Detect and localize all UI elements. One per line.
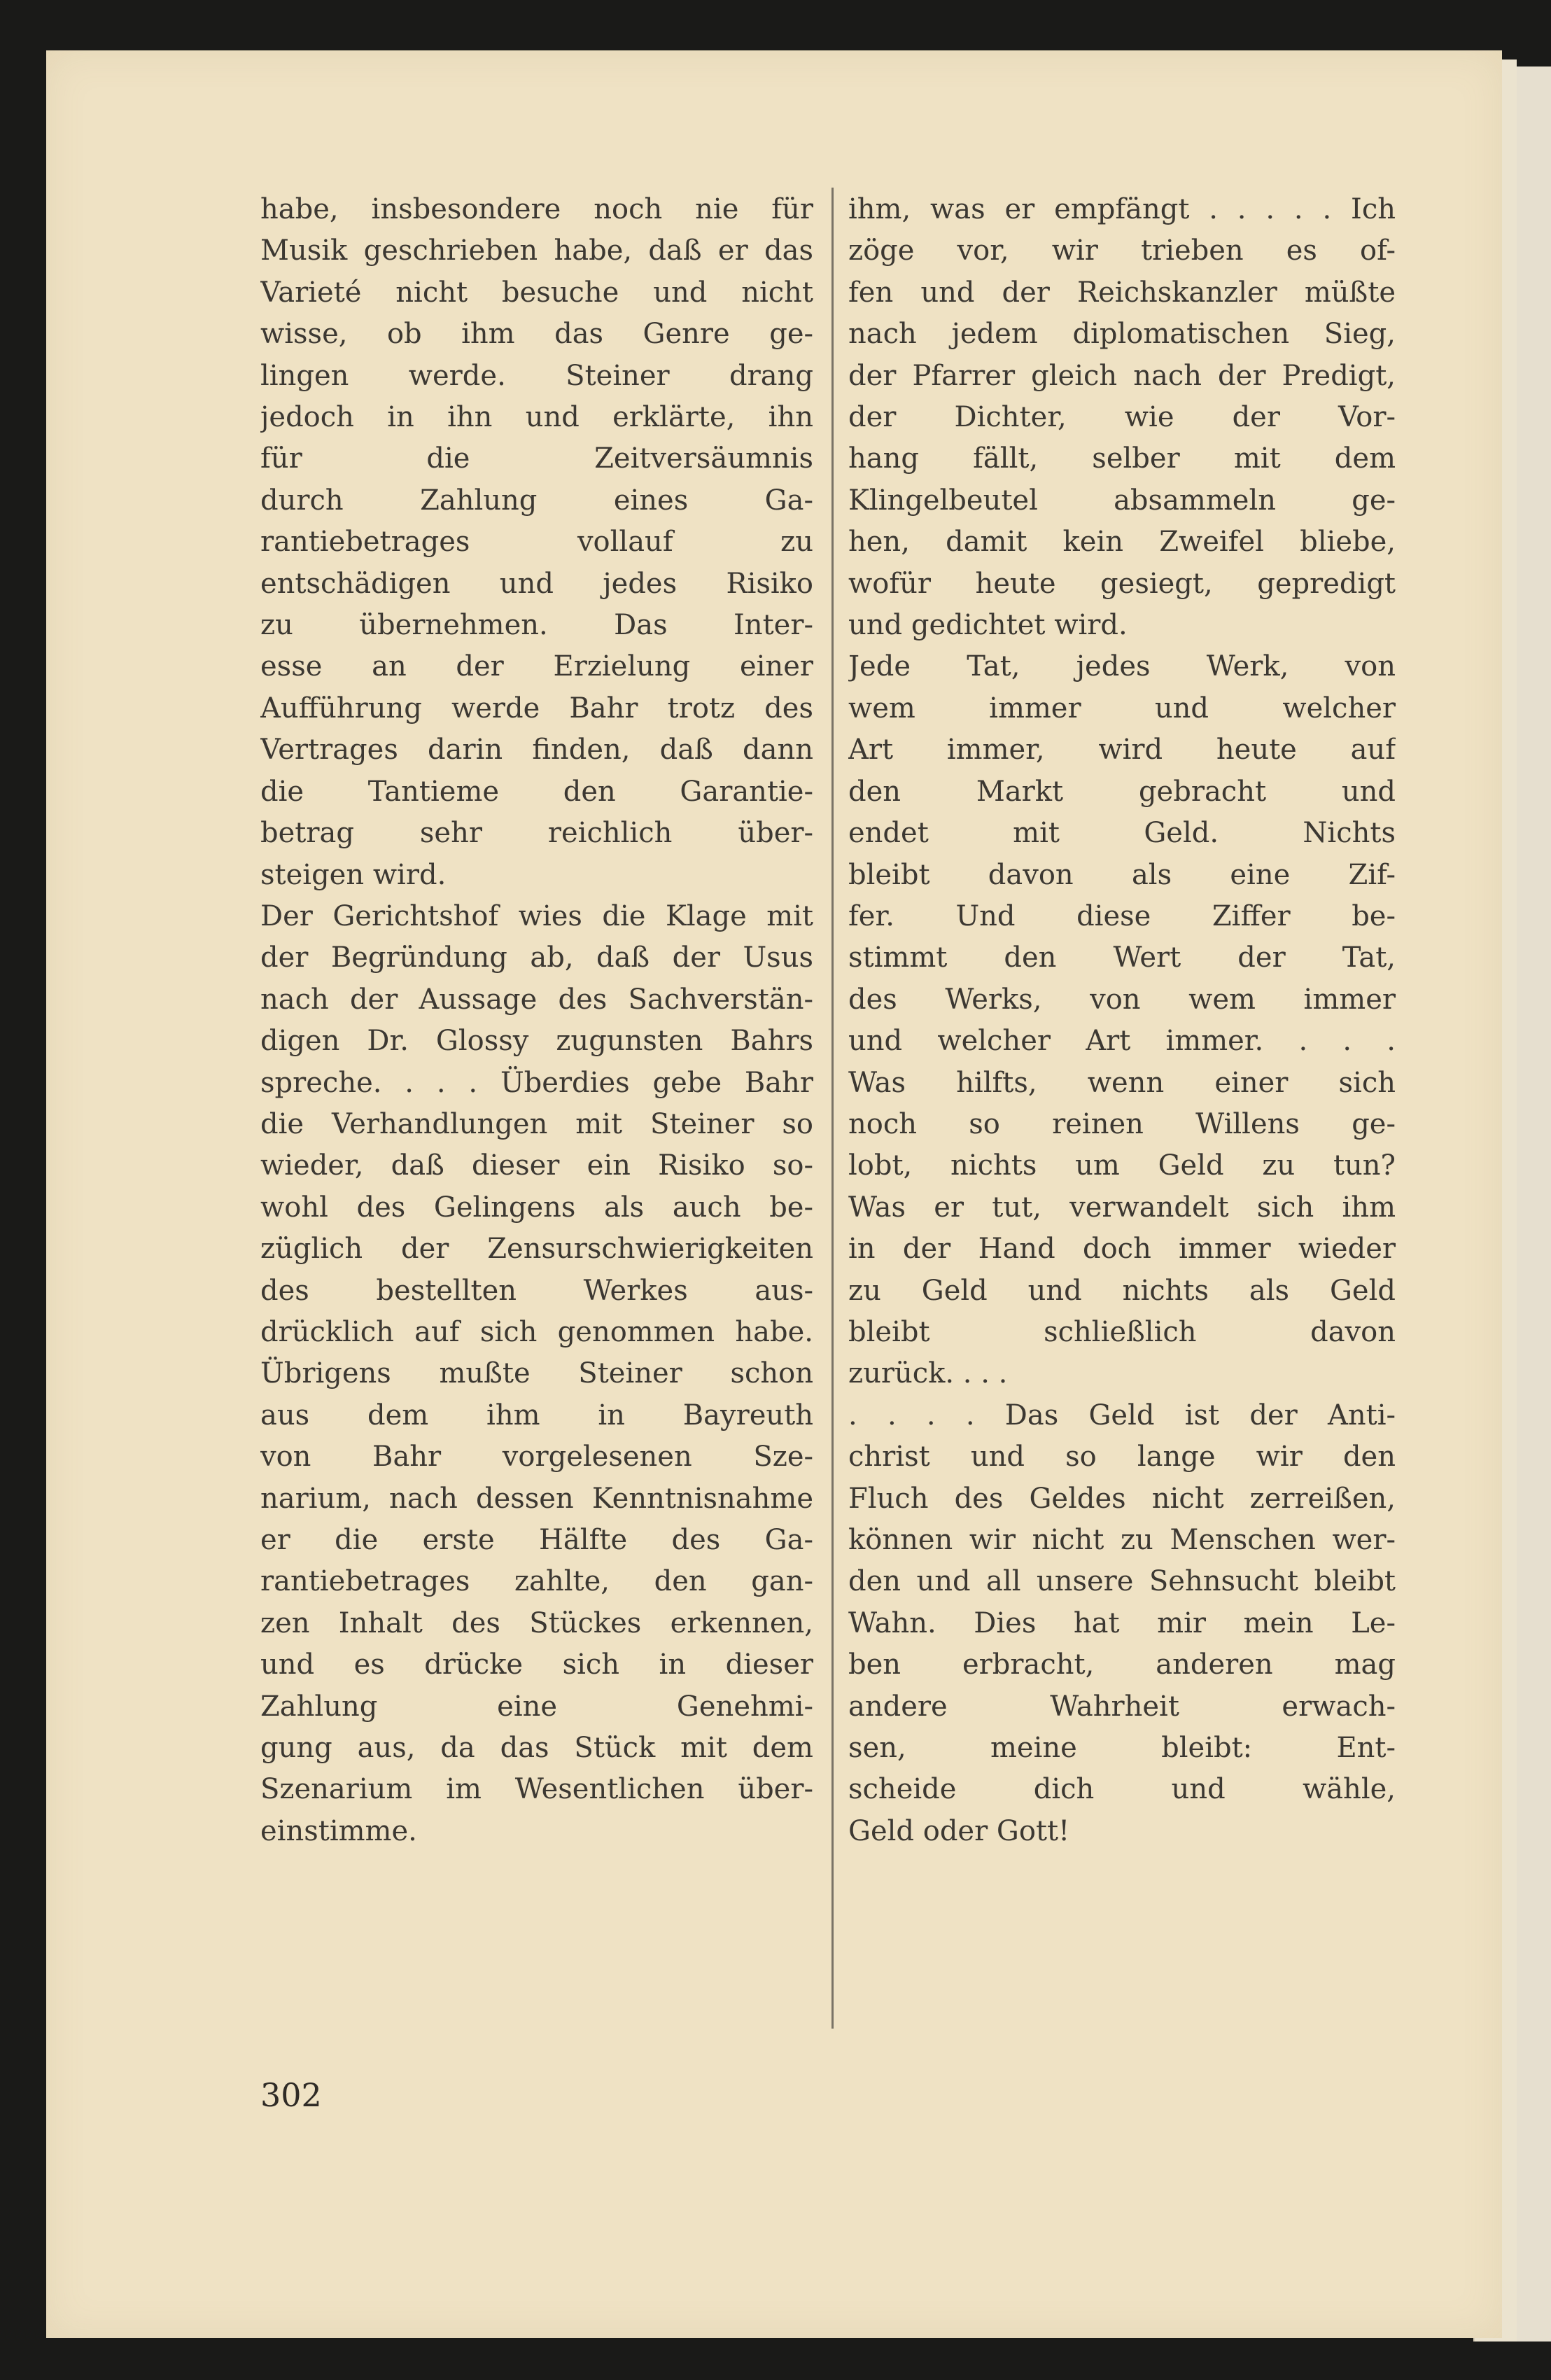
text-line: und es drücke sich in dieser [260,1648,813,1681]
text-line: von Bahr vorgelesenen Sze- [260,1441,813,1474]
text-line: zu Geld und nichts als Geld [848,1274,1396,1307]
text-line: lingen werde. Steiner drang [260,359,813,392]
text-line: stimmt den Wert der Tat, [848,941,1396,974]
text-line: Art immer, wird heute auf [848,734,1396,766]
text-line: ihm, was er empfängt . . . . . Ich [848,193,1396,225]
text-line: fer. Und diese Ziffer be- [848,899,1396,932]
right-text-column [848,189,1396,1852]
text-line: zöge vor, wir trieben es of- [848,234,1396,267]
text-line: Musik geschrieben habe, daß er das [260,234,813,267]
text-line: des bestellten Werkes aus- [260,1274,813,1307]
text-line: bleibt schließlich davon [848,1315,1396,1348]
text-line: habe, insbesondere noch nie für [260,193,813,225]
text-line: Klingelbeutel absammeln ge- [848,484,1396,517]
text-line: wieder, daß dieser ein Risiko so- [260,1149,813,1182]
text-line: und welcher Art immer. . . . [848,1025,1396,1058]
text-line: wisse, ob ihm das Genre ge- [260,318,813,351]
text-line: wohl des Gelingens als auch be- [260,1191,813,1224]
text-line: Zahlung eine Genehmi- [260,1690,813,1723]
text-line: endet mit Geld. Nichts [848,817,1396,850]
text-line: wem immer und welcher [848,692,1396,724]
text-line: Aufführung werde Bahr trotz des [260,692,813,724]
text-line: gung aus, da das Stück mit dem [260,1732,813,1765]
text-line: nach jedem diplomatischen Sieg, [848,318,1396,351]
text-line: narium, nach dessen Kenntnisnahme [260,1482,813,1515]
text-line: drücklich auf sich genommen habe. [260,1315,813,1348]
text-line: Was hilfts, wenn einer sich [848,1066,1396,1099]
text-line: Was er tut, verwandelt sich ihm [848,1191,1396,1224]
text-line: zu übernehmen. Das Inter- [260,609,813,642]
text-line: in der Hand doch immer wieder [848,1233,1396,1266]
text-line: und gedichtet wird. [848,609,1128,642]
text-line: der Dichter, wie der Vor- [848,401,1396,434]
text-line: andere Wahrheit erwach- [848,1690,1396,1723]
text-line: zen Inhalt des Stückes erkennen, [260,1606,813,1639]
text-line: Jede Tat, jedes Werk, von [848,650,1396,683]
text-line: wofür heute gesiegt, gepredigt [848,567,1396,600]
text-line: Vertrages darin finden, daß dann [260,734,813,766]
text-line: jedoch in ihn und erklärte, ihn [260,401,813,434]
text-line: einstimme. [260,1814,417,1847]
text-line: steigen wird. [260,858,447,891]
text-line: für die Zeitversäumnis [260,442,813,475]
text-line: des Werks, von wem immer [848,983,1396,1016]
text-line: entschädigen und jedes Risiko [260,567,813,600]
text-line: esse an der Erzielung einer [260,650,813,683]
text-line: Der Gerichtshof wies die Klage mit [260,899,813,932]
text-line: den und all unsere Sehnsucht bleibt [848,1565,1396,1598]
text-line: er die erste Hälfte des Ga- [260,1524,813,1556]
text-line: digen Dr. Glossy zugunsten Bahrs [260,1025,813,1058]
text-line: durch Zahlung eines Ga- [260,484,813,517]
text-line: hang fällt, selber mit dem [848,442,1396,475]
page-number: 302 [260,2076,322,2114]
text-line: . . . . Das Geld ist der Anti- [848,1399,1396,1432]
text-line: spreche. . . . Überdies gebe Bahr [260,1066,813,1099]
text-line: Fluch des Geldes nicht zerreißen, [848,1482,1396,1515]
text-line: scheide dich und wähle, [848,1773,1396,1806]
text-line: die Verhandlungen mit Steiner so [260,1107,813,1140]
text-line: die Tantieme den Garantie- [260,775,813,808]
text-line: lobt, nichts um Geld zu tun? [848,1149,1396,1182]
text-line: können wir nicht zu Menschen wer- [848,1524,1396,1556]
text-line: Szenarium im Wesentlichen über- [260,1773,813,1806]
text-line: züglich der Zensurschwierigkeiten [260,1233,813,1266]
text-line: fen und der Reichskanzler müßte [848,276,1396,309]
text-line: zurück. . . . [848,1357,1008,1390]
text-line: aus dem ihm in Bayreuth [260,1399,813,1432]
column-divider [831,188,834,2029]
text-line: den Markt gebracht und [848,775,1396,808]
text-line: bleibt davon als eine Zif- [848,858,1396,891]
text-line: hen, damit kein Zweifel bliebe, [848,526,1396,559]
text-line: Geld oder Gott! [848,1814,1070,1847]
text-line: betrag sehr reichlich über- [260,817,813,850]
text-line: ben erbracht, anderen mag [848,1648,1396,1681]
text-line: noch so reinen Willens ge- [848,1107,1396,1140]
text-line: Varieté nicht besuche und nicht [260,276,813,309]
left-text-column [260,189,813,1852]
text-line: sen, meine bleibt: Ent- [848,1732,1396,1765]
text-line: der Begründung ab, daß der Usus [260,941,813,974]
text-line: Übrigens mußte Steiner schon [260,1357,813,1390]
text-line: nach der Aussage des Sachverstän- [260,983,813,1016]
text-line: rantiebetrages vollauf zu [260,526,813,559]
text-line: der Pfarrer gleich nach der Predigt, [848,359,1396,392]
text-line: christ und so lange wir den [848,1441,1396,1474]
text-line: rantiebetrages zahlte, den gan- [260,1565,813,1598]
text-line: Wahn. Dies hat mir mein Le- [848,1606,1396,1639]
